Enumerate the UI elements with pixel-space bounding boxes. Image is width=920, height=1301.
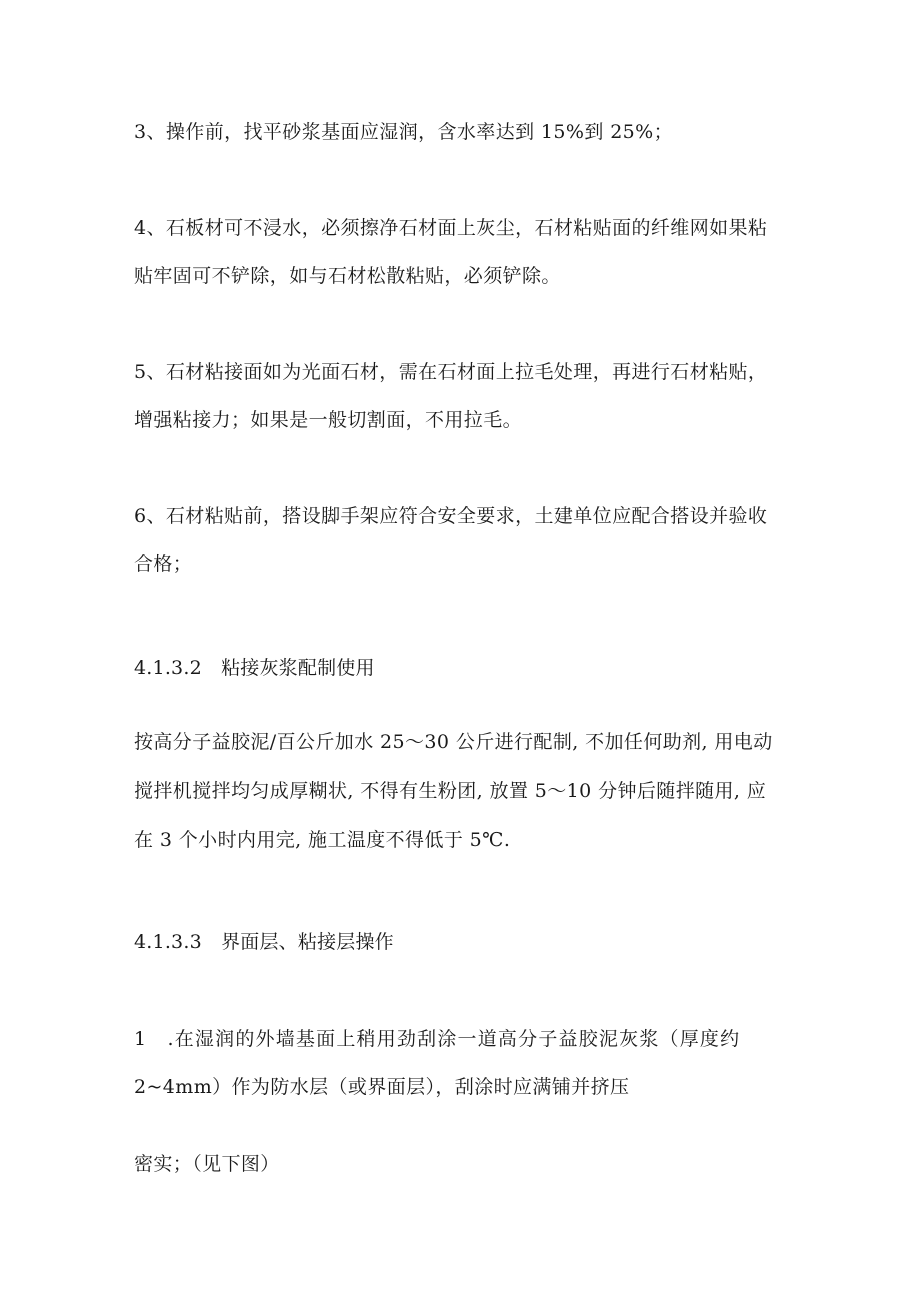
section-4133-step1-continuation: 密实；（见下图） — [134, 1153, 280, 1175]
item-5-line-2: 增强粘接力；如果是一般切割面，不用拉毛。 — [134, 409, 523, 431]
item-6-line-2: 合格； — [134, 553, 193, 575]
section-4132-heading: 4.1.3.2 粘接灰浆配制使用 — [134, 657, 375, 679]
section-4133-heading: 4.1.3.3 界面层、粘接层操作 — [134, 931, 394, 953]
section-4132-line-2: 搅拌机搅拌均匀成厚糊状, 不得有生粉团, 放置 5～10 分钟后随拌随用, 应 — [134, 780, 767, 802]
section-4133-step1-line-1: 1 .在湿润的外墙基面上稍用劲刮涂一道高分子益胶泥灰浆（厚度约 — [134, 1028, 741, 1050]
item-6-line-1: 6、石材粘贴前，搭设脚手架应符合安全要求，土建单位应配合搭设并验收 — [134, 505, 768, 527]
item-4-line-2: 贴牢固可不铲除，如与石材松散粘贴，必须铲除。 — [134, 265, 561, 287]
item-5-line-1: 5、石材粘接面如为光面石材，需在石材面上拉毛处理，再进行石材粘贴， — [134, 361, 768, 383]
section-4132-line-1: 按高分子益胶泥/百公斤加水 25～30 公斤进行配制, 不加任何助剂, 用电动 — [134, 731, 773, 753]
section-4132-line-3: 在 3 个小时内用完, 施工温度不得低于 5℃. — [134, 829, 511, 851]
item-4-line-1: 4、石板材可不浸水，必须擦净石材面上灰尘，石材粘贴面的纤维网如果粘 — [134, 217, 768, 239]
item-3-line-1: 3、操作前，找平砂浆基面应湿润，含水率达到 15%到 25%； — [134, 121, 674, 143]
section-4133-step1-line-2: 2~4mm）作为防水层（或界面层），刮涂时应满铺并挤压 — [134, 1076, 630, 1098]
